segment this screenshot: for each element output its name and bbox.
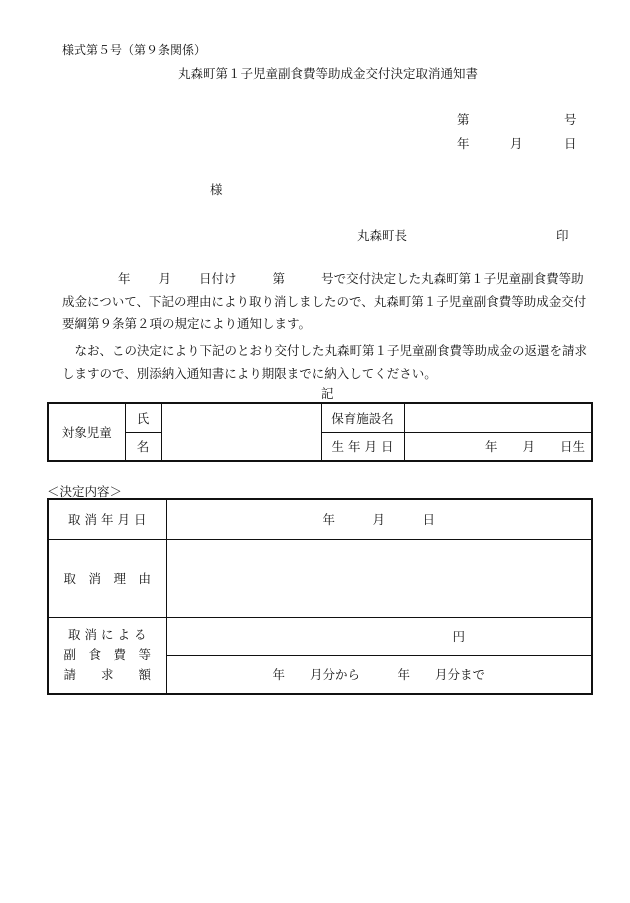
cancel-date-label: 取 消 年 月 日 xyxy=(48,499,166,539)
document-title: 丸森町第１子児童副食費等助成金交付決定取消通知書 xyxy=(178,66,479,81)
decision-heading: ＜決定内容＞ xyxy=(47,484,123,499)
issue-number-dai: 第 xyxy=(457,112,470,127)
body-paragraph-2 xyxy=(62,340,594,385)
issue-number-go: 号 xyxy=(564,112,577,127)
body-paragraph-1 xyxy=(62,268,594,336)
p1-body-text: 号で交付決定した丸森町第１子児童副食費等助成金について、下記の理由により取り消しましたので、丸森町第１子児童副食費等助成金交付要綱第９条第２項の規定により通知します。 xyxy=(62,271,587,331)
cancel-date-field[interactable]: 年 月 日 xyxy=(166,499,592,539)
issuer-name: 丸森町長 xyxy=(357,228,408,243)
cancel-reason-field[interactable] xyxy=(166,539,592,617)
facility-name-label: 保育施設名 xyxy=(321,403,404,432)
p1-dai: 第 xyxy=(272,271,286,286)
claim-amount-field[interactable] xyxy=(166,617,592,655)
addressee-suffix: 様 xyxy=(210,182,223,197)
claim-amount-label xyxy=(48,617,166,694)
child-name-field[interactable] xyxy=(161,403,321,461)
p2-body-text: なお、この決定により下記のとおり交付した丸森町第１子児童副食費等助成金の返還を請求しますので、別添納入通知書により期限までに納入してください。 xyxy=(62,343,588,381)
claim-label-line-2: 副 食 費 等 xyxy=(63,647,151,663)
claim-period-field[interactable]: 年 月分から 年 月分まで xyxy=(166,655,592,694)
decision-table xyxy=(47,498,593,695)
birthdate-label: 生 年 月 日 xyxy=(321,432,404,461)
ki-marker: 記 xyxy=(321,386,334,401)
name-label-bottom: 名 xyxy=(125,432,161,461)
claim-label-line-1: 取 消 に よ る xyxy=(68,627,147,643)
issue-date-year: 年 xyxy=(457,136,470,151)
claim-label-line-3: 請 求 額 xyxy=(63,667,151,683)
cancel-reason-label: 取 消 理 由 xyxy=(48,539,166,617)
child-info-table xyxy=(47,402,593,462)
p1-date-suffix: 日付け xyxy=(199,271,237,286)
name-label-top: 氏 xyxy=(125,403,161,432)
p1-year: 年 xyxy=(118,271,131,286)
p1-month: 月 xyxy=(158,271,172,286)
yen-unit: 円 xyxy=(452,629,465,644)
birthdate-field[interactable]: 年 月 日生 xyxy=(404,432,592,461)
issue-date-month: 月 xyxy=(510,136,523,151)
facility-name-field[interactable] xyxy=(404,403,592,432)
issue-date-day: 日 xyxy=(564,136,577,151)
seal-mark: 印 xyxy=(556,228,569,243)
subject-child-label: 対象児童 xyxy=(48,403,125,461)
form-number: 様式第５号（第９条関係） xyxy=(62,43,207,57)
